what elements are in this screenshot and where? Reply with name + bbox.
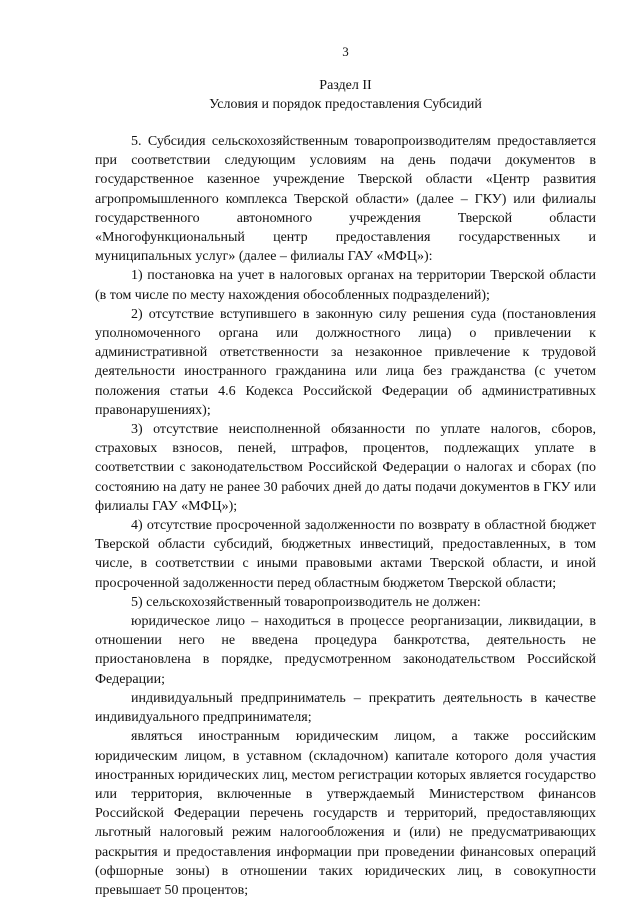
page-number: 3: [342, 44, 349, 59]
section-heading: Раздел II: [319, 78, 372, 93]
paragraph: индивидуальный предприниматель – прекратить деятельность в качестве индивидуального предпринимателя;: [95, 690, 596, 726]
paragraph: 5) сельскохозяйственный товаропроизводитель не должен:: [131, 594, 481, 610]
section-title: Условия и порядок предоставления Субсидий: [209, 97, 482, 112]
document-body: [95, 132, 596, 900]
paragraph: являться иностранным юридическим лицом, а также российским юридическим лицом, в уставном (складочном) капитале которого доля участия иностранных юридических лиц, местом регистрации которых является государство или территория, включенные в утверждаемый Министерством финансов Российской Федерации перечень государств и территорий, предоставляющих льготный налоговый режим налогообложения и (или) не предусматривающих раскрытия и предоставления информации при проведении финансовых операций (офшорные зоны) в отношении таких юридических лиц, в совокупности превышает 50 процентов;: [95, 729, 596, 898]
paragraph: юридическое лицо – находиться в процессе реорганизации, ликвидации, в отношении него не введена процедура банкротства, деятельность не приостановлена в порядке, предусмотренном законодательством Российской Федерации;: [95, 614, 596, 687]
paragraph: 1) постановка на учет в налоговых органах на территории Тверской области (в том числе по месту нахождения обособленных подразделений);: [95, 268, 596, 303]
paragraph: 2) отсутствие вступившего в законную силу решения суда (постановления уполномоченного органа или должностного лица) о привлечении к административной ответственности за незаконное привлечение к трудовой деятельности иностранного гражданина или лица без гражданства (с учетом положения статьи 4.6 Кодекса Российской Федерации об административных правонарушениях);: [95, 306, 596, 418]
paragraph: 5. Субсидия сельскохозяйственным товаропроизводителям предоставляется при соответствии следующим условиям на день подачи документов в государственное казенное учреждение Тверской области «Центр развития агропромышленного комплекса Тверской области» (далее – ГКУ) или филиалы государственного автономного учреждения Тверской области «Многофункциональный центр предоставления государственных и муниципальных услуг» (далее – филиалы ГАУ «МФЦ»):: [95, 134, 596, 265]
paragraph: 3) отсутствие неисполненной обязанности по уплате налогов, сборов, страховых взносов, пеней, штрафов, процентов, подлежащих уплате в соответствии с законодательством Российской Федерации о налогах и сборах (по состоянию на дату не ранее 30 рабочих дней до даты подачи документов в ГКУ или филиалы ГАУ «МФЦ»);: [95, 422, 596, 514]
paragraph: 4) отсутствие просроченной задолженности по возврату в областной бюджет Тверской области субсидий, бюджетных инвестиций, предоставленных, в том числе, в соответствии с иными правовыми актами Тверской области, и иной просроченной задолженности перед областным бюджетом Тверской области;: [95, 518, 596, 591]
